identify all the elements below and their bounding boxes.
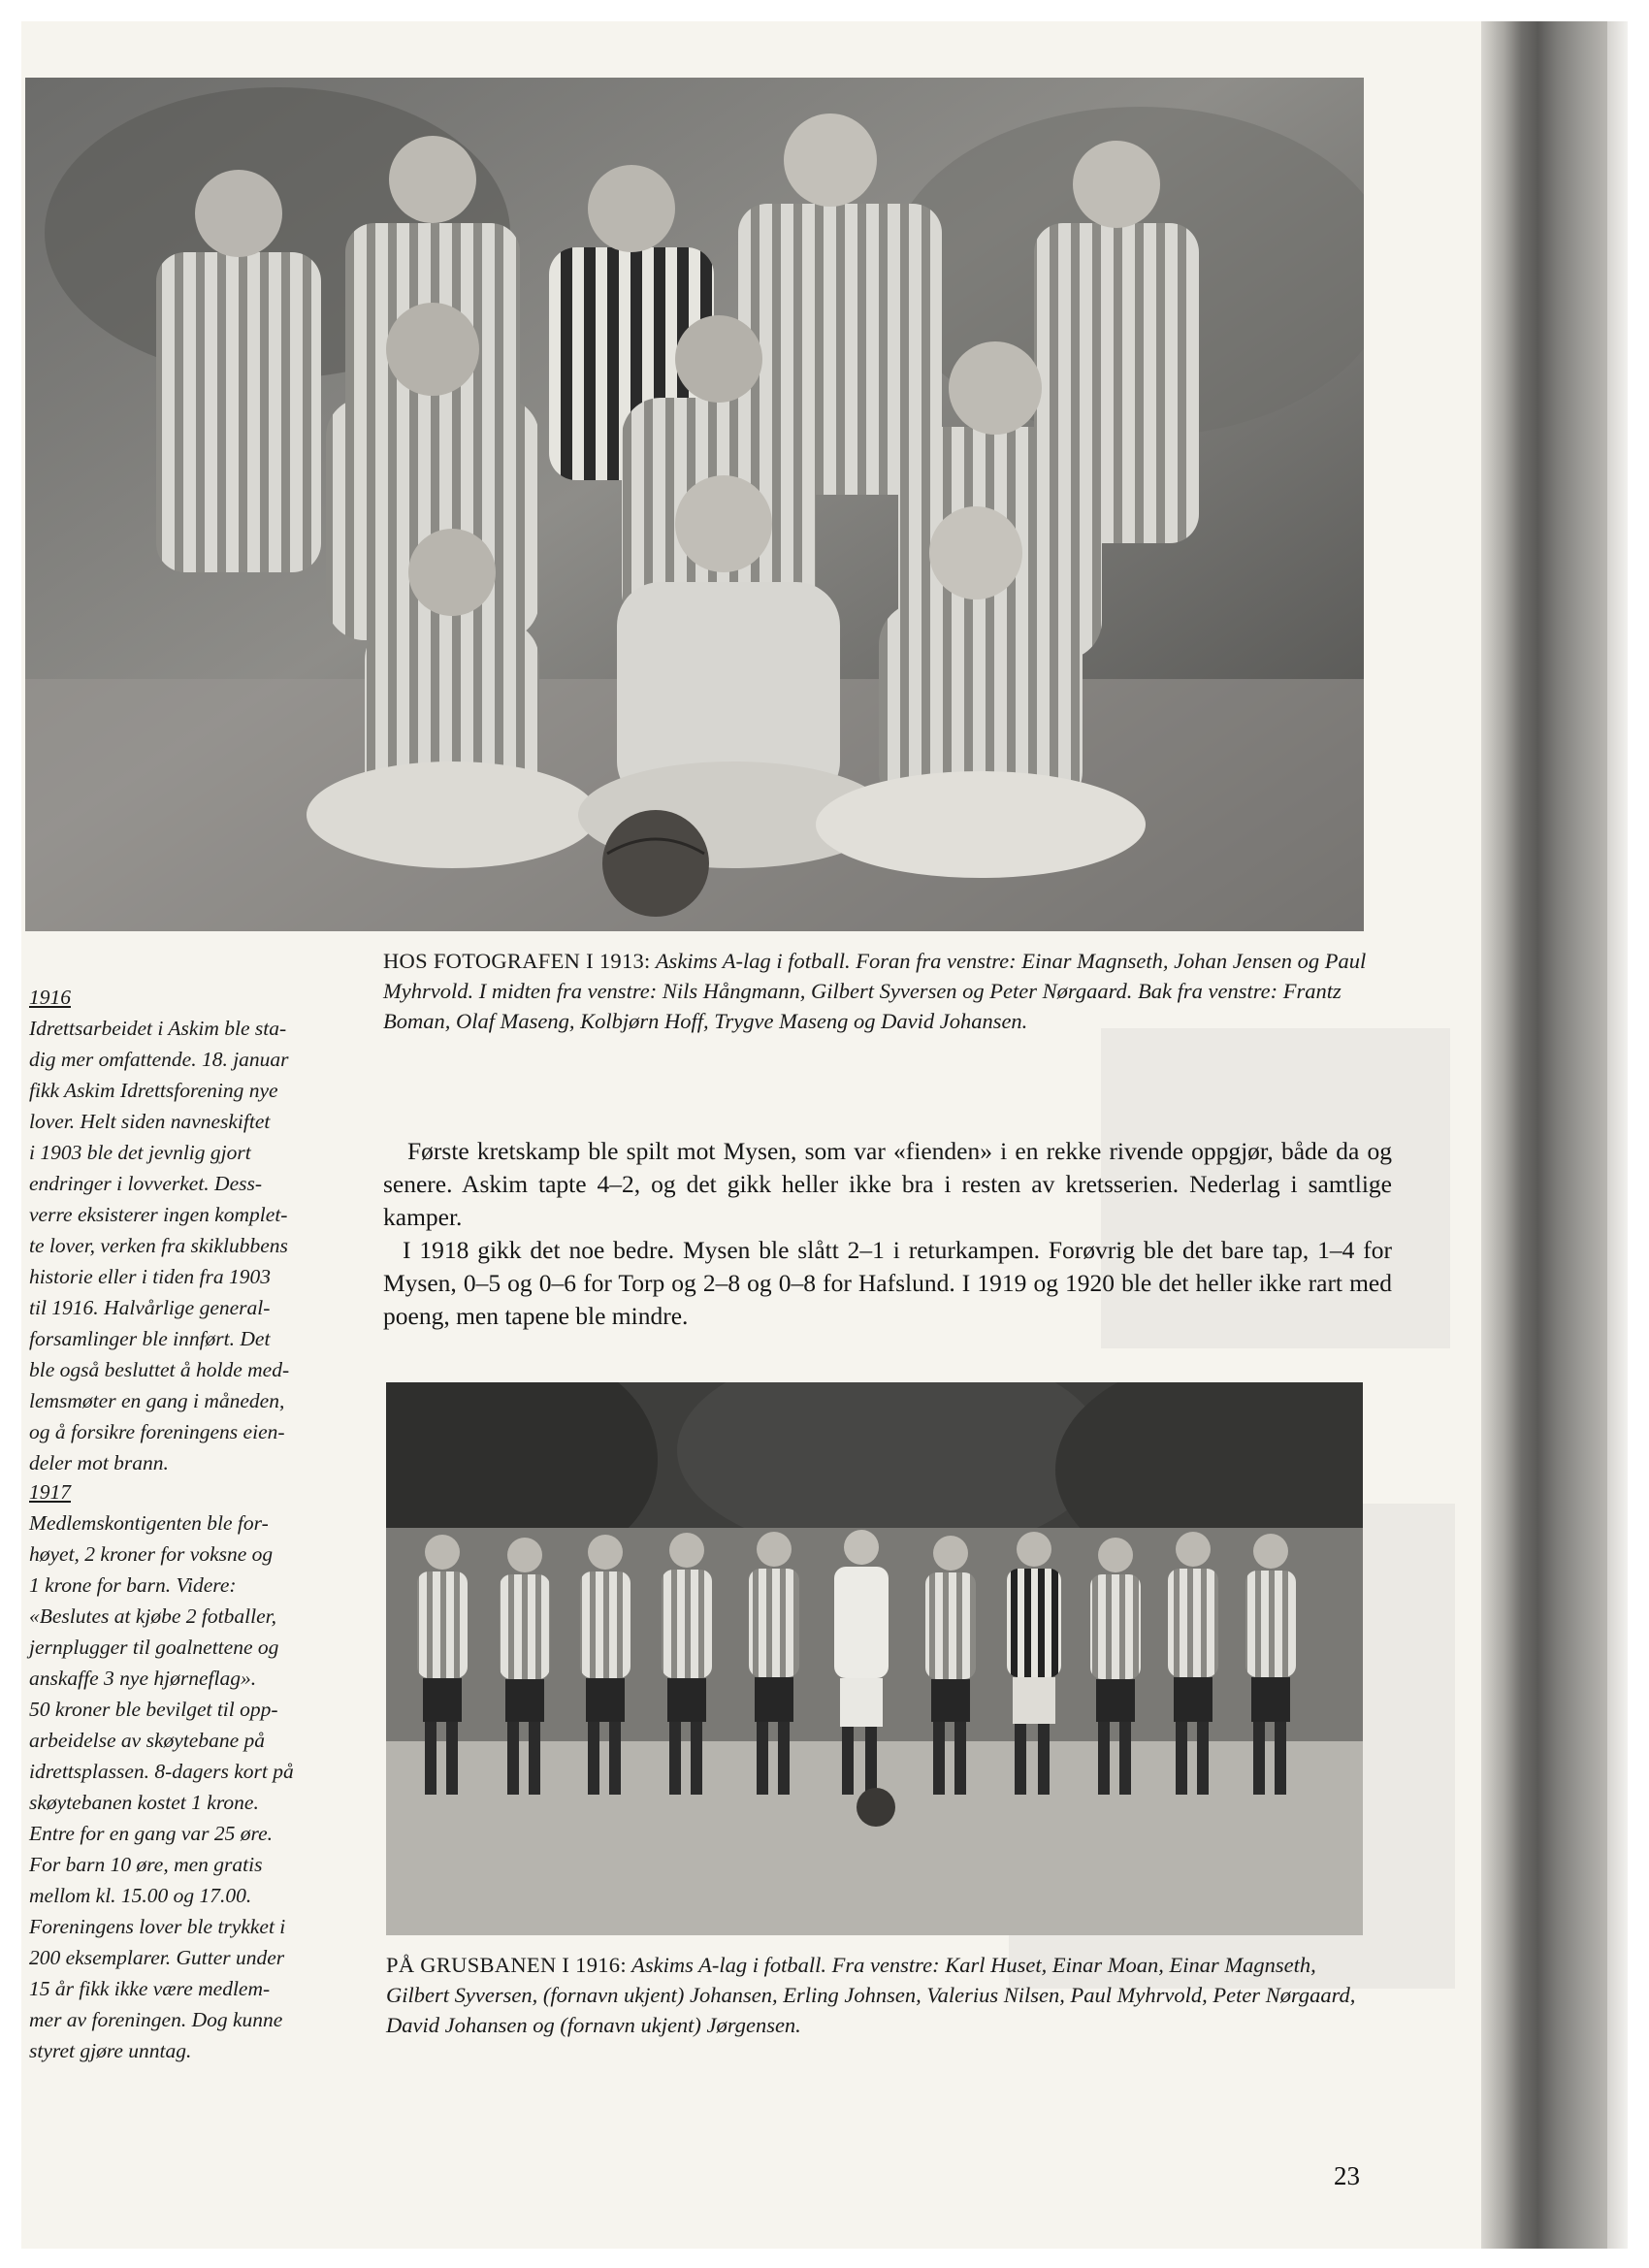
team-photo-1916-image — [386, 1382, 1363, 1935]
photo-1916-caption-text: Askims A-lag i fotball. Fra venstre: Karl Huset, Einar Moan, Einar Magnseth, Gilbert Syversen, (fornavn ukjent) Johansen, Erling Johnsen, Valerius Nilsen, Paul Myhrvold, Peter Nørgaard, David Johansen og (fornavn ukjent) Jørgensen. — [386, 1953, 1356, 2037]
body-paragraph-2: I 1918 gikk det noe bedre. Mysen ble slått 2–1 i returkampen. Forøvrig ble det bare tap, 1–4 for Mysen, 0–5 og 0–6 for Torp og 2–8 og 0–8 for Hafslund. I 1919 og 1920 ble det heller ikke rart med poeng, men tapene ble mindre. — [383, 1236, 1392, 1330]
sidebar-1916-year: 1916 — [29, 986, 71, 1009]
photo-1913-caption-heading: HOS FOTOGRAFEN I 1913: — [383, 949, 651, 973]
sidebar-1917-year: 1917 — [29, 1480, 71, 1504]
sidebar-1917-text: Medlemskontigenten ble for- høyet, 2 kroner for voksne og 1 krone for barn. Videre: «Beslutes at kjøbe 2 fotballer, jernplugger til goalnettene og anskaffe 3 nye hjørneflag». 50 kroner ble bevilget til opp- arbeidelse av skøytebane på idrettsplassen. 8-dagers kort på skøytebanen kostet 1 krone. Entre for en gang var 25 øre. For barn 10 øre, men gratis mellom kl. 15.00 og 17.00. Foreningens lover ble trykket i 200 eksemplarer. Gutter under 15 år fikk ikke være medlem- mer av foreningen. Dog kunne styret gjøre unntag. — [29, 1511, 294, 2062]
sidebar-1916 — [29, 982, 349, 1478]
photo-1916-caption — [386, 1950, 1371, 2040]
photo-1913-caption-text: Askims A-lag i fotball. Foran fra venstre: Einar Magnseth, Johan Jensen og Paul Myhrvold. I midten fra venstre: Nils Hångmann, Gilbert Syversen og Peter Nørgaard. Bak fra venstre: Frantz Boman, Olaf Maseng, Kolbjørn Hoff, Trygve Maseng og David Johansen. — [383, 949, 1367, 1033]
photo-1916-caption-heading: PÅ GRUSBANEN I 1916: — [386, 1953, 627, 1977]
team-photo-1913 — [25, 78, 1364, 931]
body-text — [383, 1135, 1392, 1333]
team-photo-1916 — [386, 1382, 1363, 1935]
sidebar-1917 — [29, 1476, 349, 2066]
page-number: 23 — [1334, 2161, 1360, 2190]
photo-1913-caption — [383, 946, 1373, 1036]
next-page-edge — [1607, 21, 1628, 2249]
body-paragraph-1: Første kretskamp ble spilt mot Mysen, som var «fienden» i en rekke rivende oppgjør, både da og senere. Askim tapte 4–2, og det gikk heller ikke bra i resten av kretsserien. Nederlag i samtlige kamper. — [383, 1137, 1392, 1231]
book-gutter — [1481, 21, 1607, 2249]
team-photo-1913-image — [25, 78, 1364, 931]
sidebar-1916-text: Idrettsarbeidet i Askim ble sta- dig mer omfattende. 18. januar fikk Askim Idrettsforening nye lover. Helt siden navneskiftet i 1903 ble det jevnlig gjort endringer i lovverket. Dess- verre eksisterer ingen komplet- te lover, verken fra skiklubbens historie eller i tiden fra 1903 til 1916. Halvårlige general- forsamlinger ble innført. Det ble også besluttet å holde med- lemsmøter en gang i måneden, og å forsikre foreningens eien- deler mot brann. — [29, 1017, 290, 1474]
